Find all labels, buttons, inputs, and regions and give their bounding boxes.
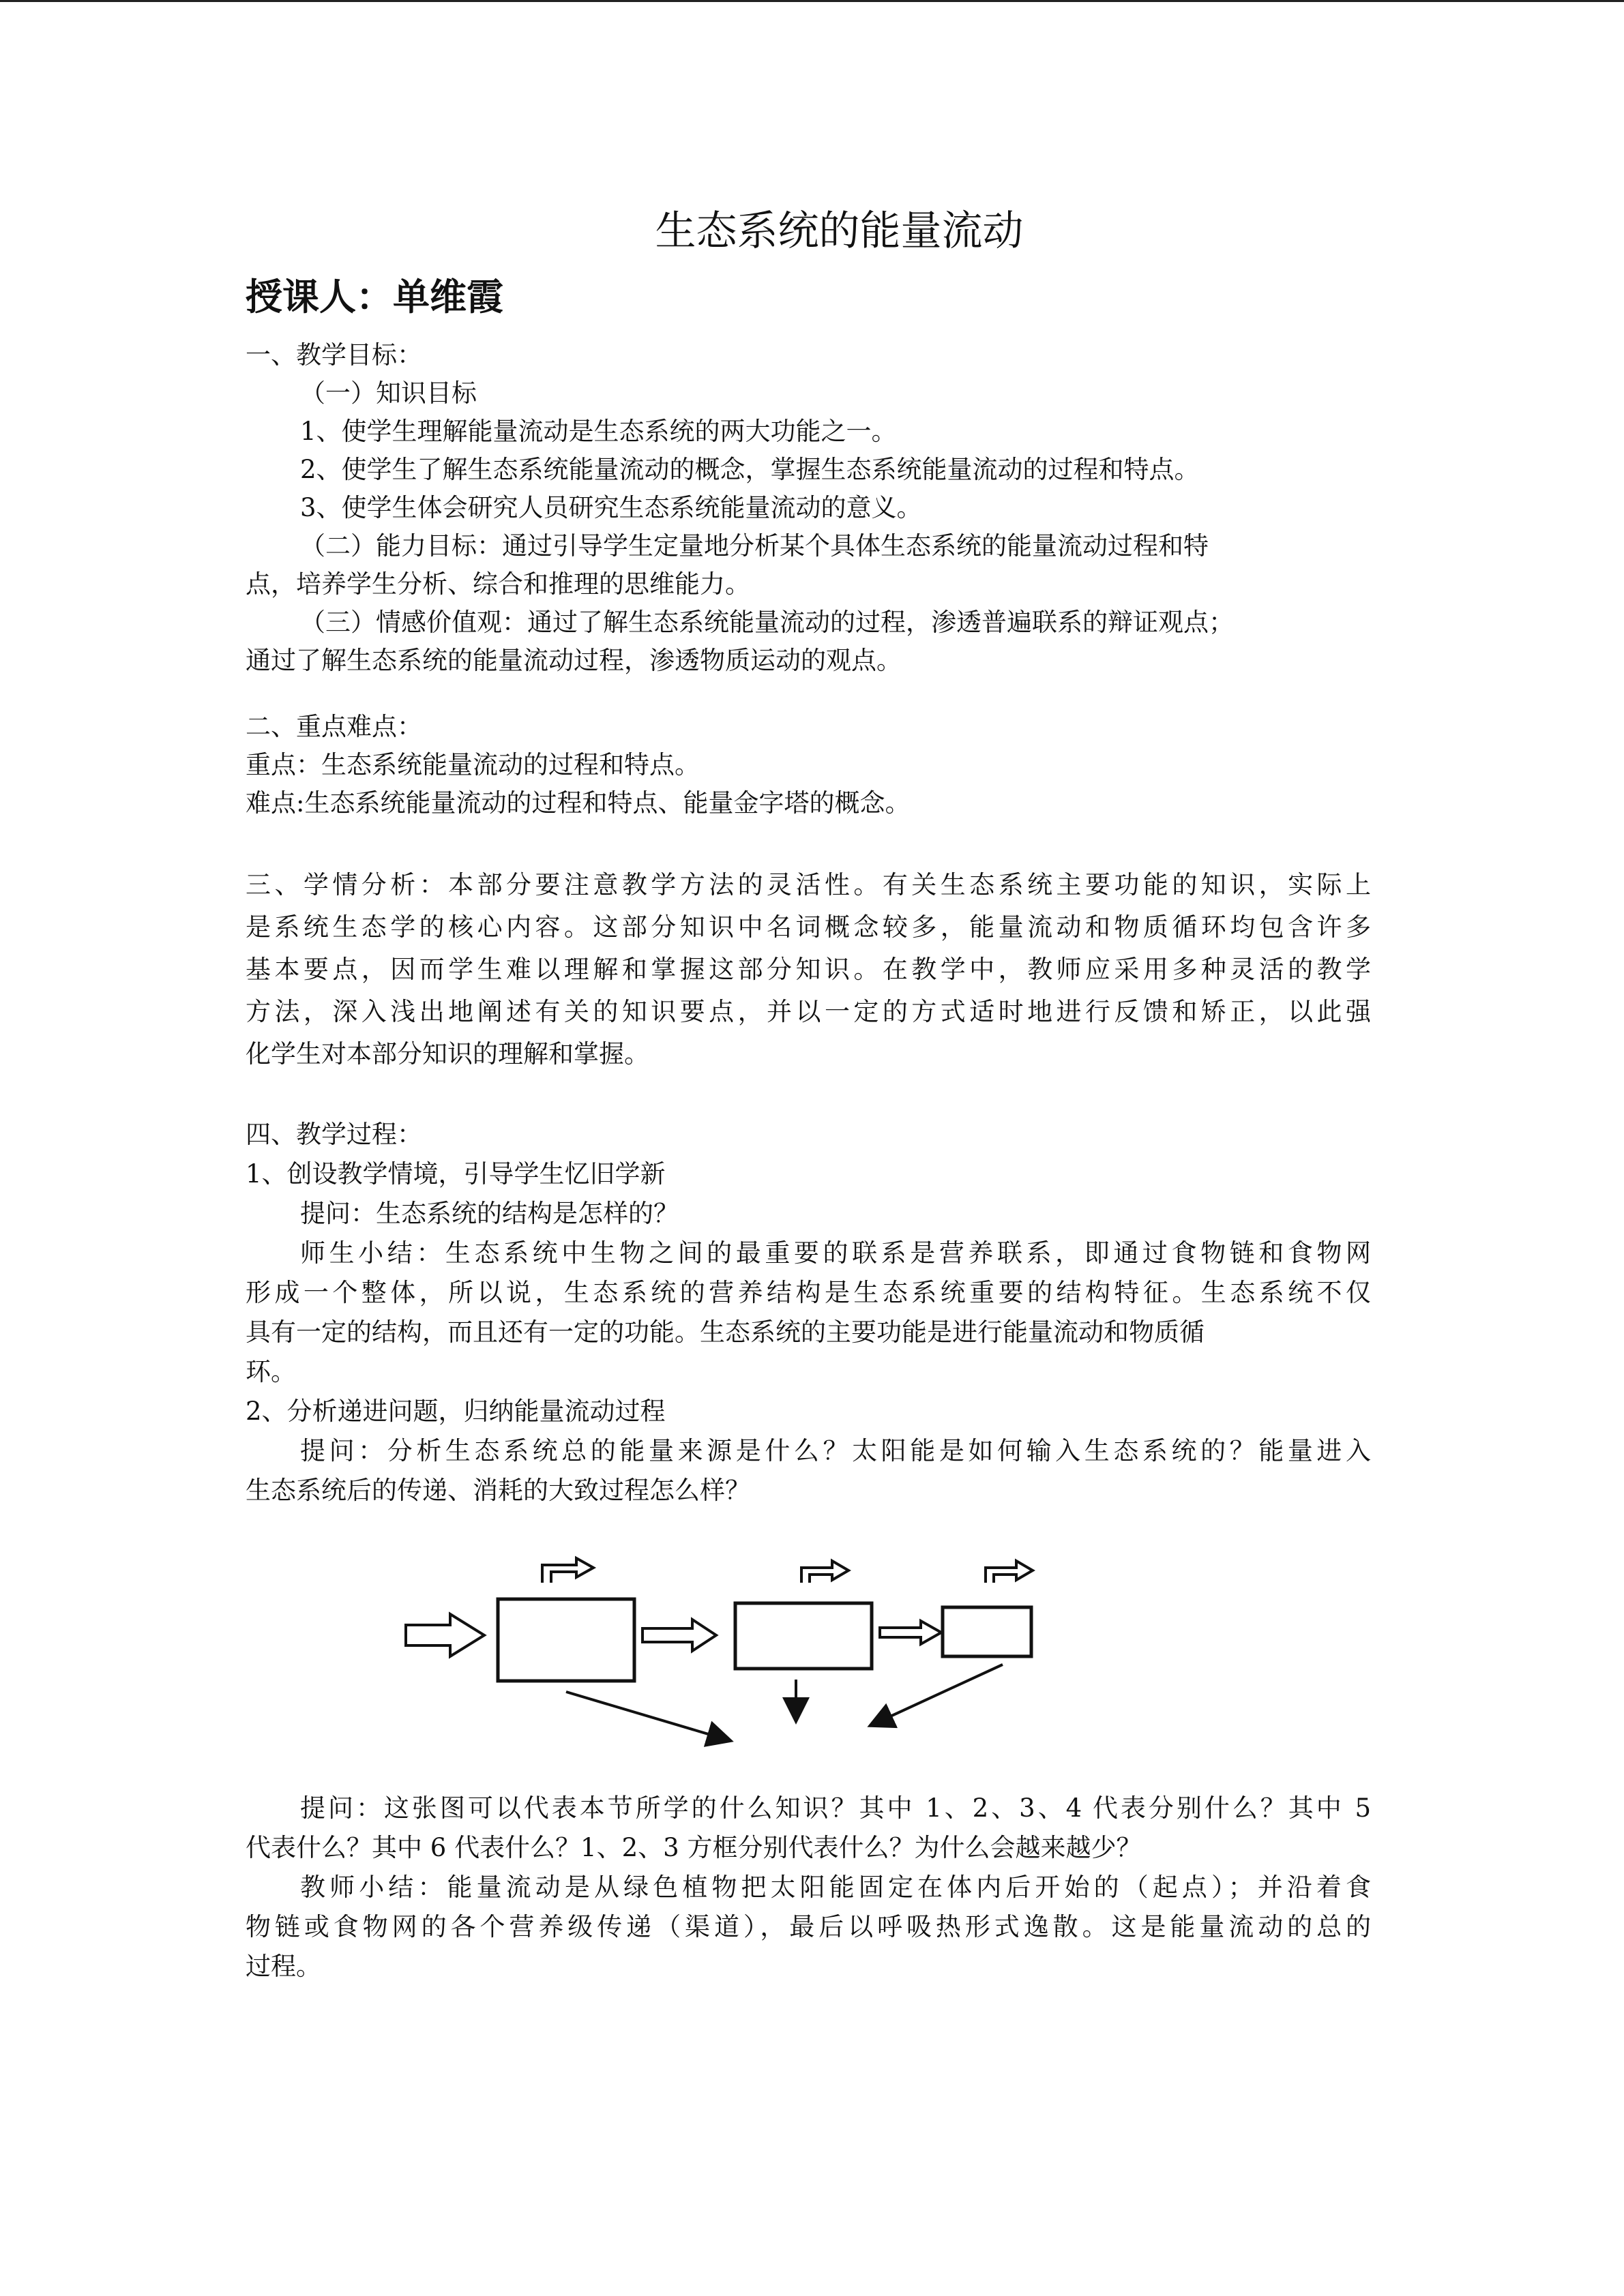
author-line: 授课人：单维霞 xyxy=(246,275,503,318)
goal-item: 1、使学生理解能量流动是生态系统的两大功能之一。 xyxy=(300,417,897,446)
question-line: 提问：这张图可以代表本节所学的什么知识？其中 1、2、3、4 代表分别什么？其中 5 xyxy=(300,1793,1371,1823)
heat-loss-arrow-2 xyxy=(801,1561,848,1583)
flow-to-decomposer-1 xyxy=(566,1692,731,1741)
transfer-arrow-1-2 xyxy=(643,1620,716,1651)
analysis-line: 基本要点，因而学生难以理解和掌握这部分知识。在教学中，教师应采用多种灵活的教学 xyxy=(246,955,1371,984)
analysis-line: 化学生对本部分知识的理解和掌握。 xyxy=(246,1039,649,1069)
section-heading: 四、教学过程： xyxy=(246,1120,422,1149)
question-line: 代表什么？其中 6 代表什么？1、2、3 方框分别代表什么？为什么会越来越少？ xyxy=(246,1833,1142,1862)
section-heading: 二、重点难点： xyxy=(246,712,422,741)
section-learning-analysis xyxy=(246,864,1371,1075)
ability-goal-line: （二）能力目标：通过引导学生定量地分析某个具体生态系统的能量流动过程和特 xyxy=(300,531,1209,561)
trophic-box-2 xyxy=(735,1603,872,1669)
section-teaching-goals xyxy=(246,336,1371,680)
step-heading: 2、分析递进问题，归纳能量流动过程 xyxy=(246,1397,666,1426)
question-line: 提问：分析生态系统总的能量来源是什么？太阳能是如何输入生态系统的？能量进入 xyxy=(300,1436,1371,1465)
summary-line: 形成一个整体，所以说，生态系统的营养结构是生态系统重要的结构特征。生态系统不仅 xyxy=(246,1278,1371,1307)
ability-goal-line: 点，培养学生分析、综合和推理的思维能力。 xyxy=(246,569,750,599)
section-key-points xyxy=(246,708,1371,822)
sunlight-input-arrow xyxy=(406,1614,484,1656)
summary-line: 教师小结：能量流动是从绿色植物把太阳能固定在体内后开始的（起点）；并沿着食 xyxy=(300,1873,1371,1902)
subheading-knowledge: （一）知识目标 xyxy=(300,378,477,408)
key-point: 重点：生态系统能量流动的过程和特点。 xyxy=(246,750,700,779)
summary-line: 过程。 xyxy=(246,1952,321,1981)
difficult-point: 难点:生态系统能量流动的过程和特点、能量金字塔的概念。 xyxy=(246,788,911,818)
summary-line: 物链或食物网的各个营养级传递（渠道），最后以呼吸热形式逸散。这是能量流动的总的 xyxy=(246,1912,1371,1941)
summary-line: 具有一定的结构，而且还有一定的功能。生态系统的主要功能是进行能量流动和物质循 xyxy=(246,1317,1205,1347)
analysis-line: 方法，深入浅出地阐述有关的知识要点，并以一定的方式适时地进行反馈和矫正，以此强 xyxy=(246,997,1371,1026)
goal-item: 3、使学生体会研究人员研究生态系统能量流动的意义。 xyxy=(300,493,922,522)
summary-line: 环。 xyxy=(246,1357,296,1386)
analysis-line: 三、学情分析：本部分要注意教学方法的灵活性。有关生态系统主要功能的知识，实际上 xyxy=(246,870,1371,899)
heat-loss-arrow-1 xyxy=(542,1558,593,1583)
emotion-goal-line: 通过了解生态系统的能量流动过程，渗透物质运动的观点。 xyxy=(246,646,902,675)
step-heading: 1、创设教学情境，引导学生忆旧学新 xyxy=(246,1159,666,1189)
question: 提问：生态系统的结构是怎样的？ xyxy=(300,1199,679,1228)
summary-line: 师生小结：生态系统中生物之间的最重要的联系是营养联系，即通过食物链和食物网 xyxy=(300,1238,1371,1268)
trophic-box-1 xyxy=(498,1599,634,1681)
document-title: 生态系统的能量流动 xyxy=(655,207,1024,255)
flow-to-decomposer-3 xyxy=(870,1665,1003,1726)
question-line: 生态系统后的传递、消耗的大致过程怎么样？ xyxy=(246,1476,750,1505)
section-teaching-process xyxy=(246,1115,1371,1510)
emotion-goal-line: （三）情感价值观：通过了解生态系统能量流动的过程，渗透普遍联系的辩证观点； xyxy=(300,608,1234,637)
energy-flow-diagram xyxy=(389,1543,1112,1775)
analysis-line: 是系统生态学的核心内容。这部分知识中名词概念较多，能量流动和物质循环均包含许多 xyxy=(246,912,1371,942)
goal-item: 2、使学生了解生态系统能量流动的概念，掌握生态系统能量流动的过程和特点。 xyxy=(300,455,1200,484)
trophic-box-3 xyxy=(943,1607,1031,1656)
heat-loss-arrow-3 xyxy=(986,1561,1033,1583)
section-heading: 一、教学目标： xyxy=(246,340,422,370)
section-teaching-process-cont xyxy=(246,1789,1371,1986)
transfer-arrow-2-3 xyxy=(880,1621,941,1644)
